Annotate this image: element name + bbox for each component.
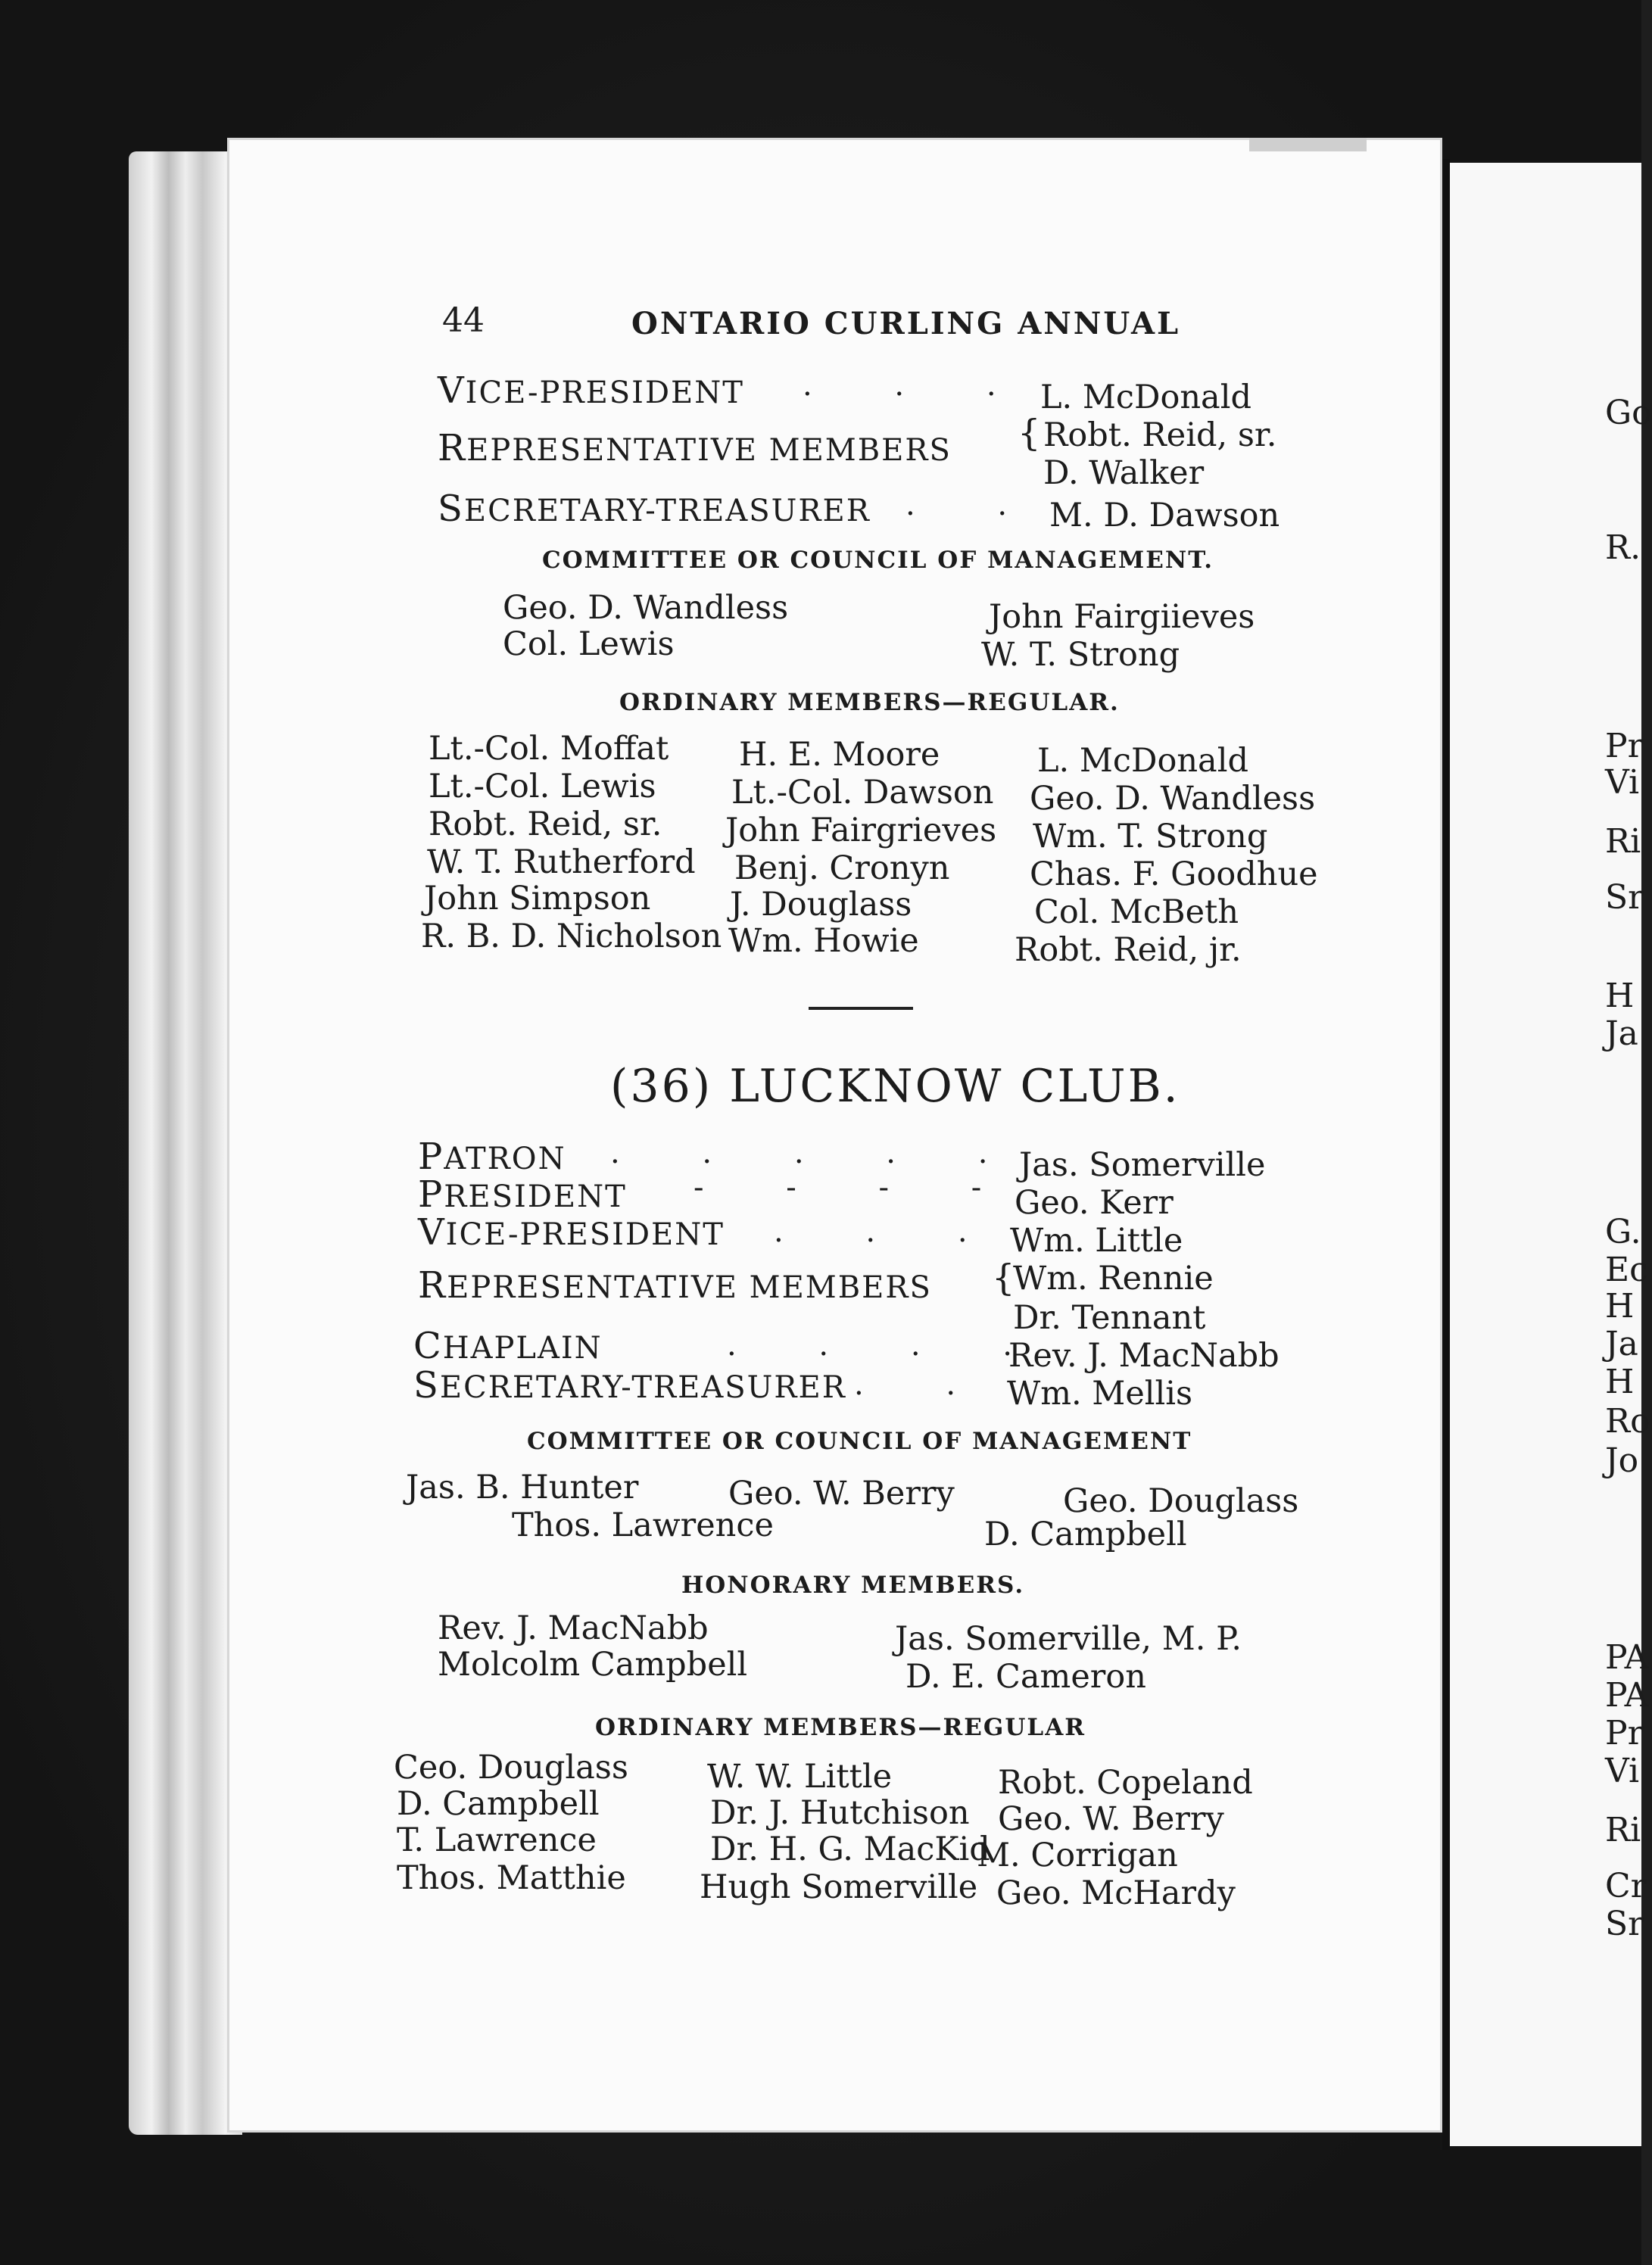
- facing-text: G.: [1605, 1213, 1641, 1251]
- member-name: Chas. F. Goodhue: [1030, 855, 1318, 893]
- page-edges: [129, 151, 242, 2135]
- member-name: R. B. D. Nicholson: [421, 918, 722, 955]
- officer-name: Jas. Somerville: [1019, 1146, 1266, 1184]
- facing-text: Cr: [1605, 1867, 1647, 1905]
- committee-member: W. T. Strong: [981, 636, 1180, 674]
- honorary-member: Rev. J. MacNabb: [438, 1609, 709, 1647]
- officer-role: SECRETARY-TREASURER: [438, 488, 871, 530]
- officer-name: Wm. Mellis: [1007, 1375, 1193, 1413]
- officer-name: Dr. Tennant: [1013, 1299, 1206, 1337]
- officer-role: VICE-PRESIDENT: [418, 1211, 725, 1254]
- section-heading: ORDINARY MEMBERS—REGULAR: [595, 1714, 1086, 1741]
- facing-text: H: [1605, 1363, 1635, 1401]
- officer-name: Wm. Little: [1010, 1222, 1183, 1260]
- member-name: Col. McBeth: [1034, 893, 1239, 931]
- leader-dots: . . . . .: [610, 1136, 1024, 1170]
- committee-member: John Fairgiieves: [989, 598, 1255, 636]
- member-name: Benj. Cronyn: [734, 849, 950, 887]
- committee-member: Thos. Lawrence: [512, 1506, 774, 1544]
- officer-role: SECRETARY-TREASURER: [413, 1364, 846, 1407]
- club-title: (36) LUCKNOW CLUB.: [610, 1060, 1180, 1113]
- facing-text: Ja: [1605, 1014, 1638, 1053]
- section-rule: [809, 1007, 913, 1010]
- member-name: W. W. Little: [707, 1758, 893, 1796]
- member-name: Ceo. Douglass: [394, 1749, 628, 1787]
- facing-text: Ro: [1605, 1402, 1650, 1441]
- brace: {: [992, 1257, 1015, 1299]
- facing-text: H: [1605, 977, 1635, 1015]
- committee-member: Geo. W. Berry: [728, 1475, 955, 1513]
- section-heading: HONORARY MEMBERS.: [681, 1572, 1025, 1599]
- officer-role: REPRESENTATIVE MEMBERS: [438, 427, 952, 469]
- member-name: Geo. W. Berry: [998, 1800, 1224, 1838]
- facing-text: Ja: [1605, 1325, 1638, 1363]
- section-heading: COMMITTEE OR COUNCIL OF MANAGEMENT: [527, 1428, 1192, 1455]
- member-name: Robt. Reid, sr.: [429, 805, 662, 843]
- honorary-member: Molcolm Campbell: [438, 1646, 748, 1684]
- committee-member: Geo. Douglass: [1063, 1482, 1299, 1520]
- facing-text: PA: [1605, 1676, 1649, 1715]
- facing-text: Pr: [1605, 727, 1644, 765]
- officer-role: PRESIDENT: [418, 1173, 627, 1216]
- page-top-edge: [1249, 138, 1367, 151]
- officer-role: REPRESENTATIVE MEMBERS: [418, 1264, 932, 1307]
- honorary-member: Jas. Somerville, M. P.: [895, 1620, 1242, 1658]
- member-name: T. Lawrence: [397, 1821, 597, 1859]
- facing-text: Ec: [1605, 1251, 1648, 1289]
- member-name: W. T. Rutherford: [427, 843, 696, 881]
- member-name: Lt.-Col. Moffat: [429, 730, 669, 768]
- member-name: Robt. Reid, jr.: [1015, 931, 1242, 969]
- facing-text: Sr: [1605, 878, 1644, 917]
- page-number: 44: [442, 301, 485, 340]
- member-name: Lt.-Col. Dawson: [731, 774, 994, 812]
- officer-role: PATRON: [418, 1136, 566, 1178]
- facing-text: Go: [1605, 394, 1652, 432]
- section-heading: COMMITTEE OR COUNCIL OF MANAGEMENT.: [542, 547, 1214, 574]
- member-name: Robt. Copeland: [998, 1764, 1253, 1802]
- member-name: Geo. D. Wandless: [1030, 780, 1316, 818]
- facing-text: R.: [1605, 528, 1641, 567]
- brace: {: [1018, 412, 1041, 454]
- honorary-member: D. E. Cameron: [905, 1658, 1146, 1696]
- member-name: L. McDonald: [1037, 742, 1248, 780]
- committee-member: Jas. B. Hunter: [406, 1469, 639, 1506]
- member-name: H. E. Moore: [739, 736, 940, 774]
- committee-member: D. Campbell: [984, 1516, 1187, 1553]
- facing-text: Jo: [1605, 1441, 1639, 1480]
- member-name: Wm. T. Strong: [1033, 818, 1268, 855]
- member-name: Hugh Somerville: [700, 1868, 978, 1906]
- running-title: ONTARIO CURLING ANNUAL: [631, 306, 1181, 341]
- leader-dots: - - - -: [694, 1170, 1018, 1205]
- facing-text: Ri: [1605, 822, 1641, 861]
- book-gutter: [1442, 159, 1450, 2150]
- committee-member: Col. Lewis: [503, 625, 675, 663]
- officer-role: CHAPLAIN: [413, 1325, 603, 1367]
- member-name: Geo. McHardy: [996, 1874, 1236, 1912]
- leader-dots: . .: [854, 1367, 993, 1402]
- facing-text: Pr: [1605, 1714, 1644, 1752]
- member-name: Wm. Howie: [728, 922, 919, 960]
- officer-name: Robt. Reid, sr.: [1043, 416, 1277, 454]
- officer-name: M. D. Dawson: [1049, 497, 1280, 534]
- leader-dots: . . .: [803, 368, 1033, 403]
- officer-name: Geo. Kerr: [1015, 1184, 1174, 1222]
- facing-text: Ri: [1605, 1811, 1641, 1849]
- member-name: D. Campbell: [397, 1785, 600, 1823]
- member-name: Thos. Matthie: [397, 1859, 626, 1897]
- leader-dots: . . .: [774, 1214, 1004, 1249]
- leader-dots: . .: [905, 488, 1044, 522]
- member-name: M. Corrigan: [977, 1837, 1178, 1874]
- facing-text: Vi: [1605, 763, 1640, 802]
- member-name: John Simpson: [424, 880, 651, 918]
- facing-text: Vi: [1605, 1752, 1640, 1790]
- officer-role: VICE-PRESIDENT: [438, 369, 744, 412]
- committee-member: Geo. D. Wandless: [503, 589, 789, 627]
- member-name: J. Douglass: [730, 886, 912, 924]
- member-name: Lt.-Col. Lewis: [429, 768, 656, 805]
- leader-dots: . . . .: [727, 1328, 1049, 1363]
- member-name: John Fairgrieves: [725, 812, 997, 849]
- officer-name: D. Walker: [1043, 454, 1205, 492]
- member-name: Dr. H. G. MacKid: [710, 1830, 990, 1868]
- facing-text: Sr: [1605, 1905, 1644, 1943]
- facing-text: H: [1605, 1287, 1635, 1326]
- officer-name: Wm. Rennie: [1013, 1260, 1214, 1298]
- member-name: Dr. J. Hutchison: [710, 1794, 970, 1832]
- officer-name: Rev. J. MacNabb: [1008, 1337, 1280, 1375]
- facing-text: PA: [1605, 1638, 1649, 1677]
- officer-name: L. McDonald: [1040, 379, 1251, 416]
- section-heading: ORDINARY MEMBERS—REGULAR.: [619, 689, 1120, 716]
